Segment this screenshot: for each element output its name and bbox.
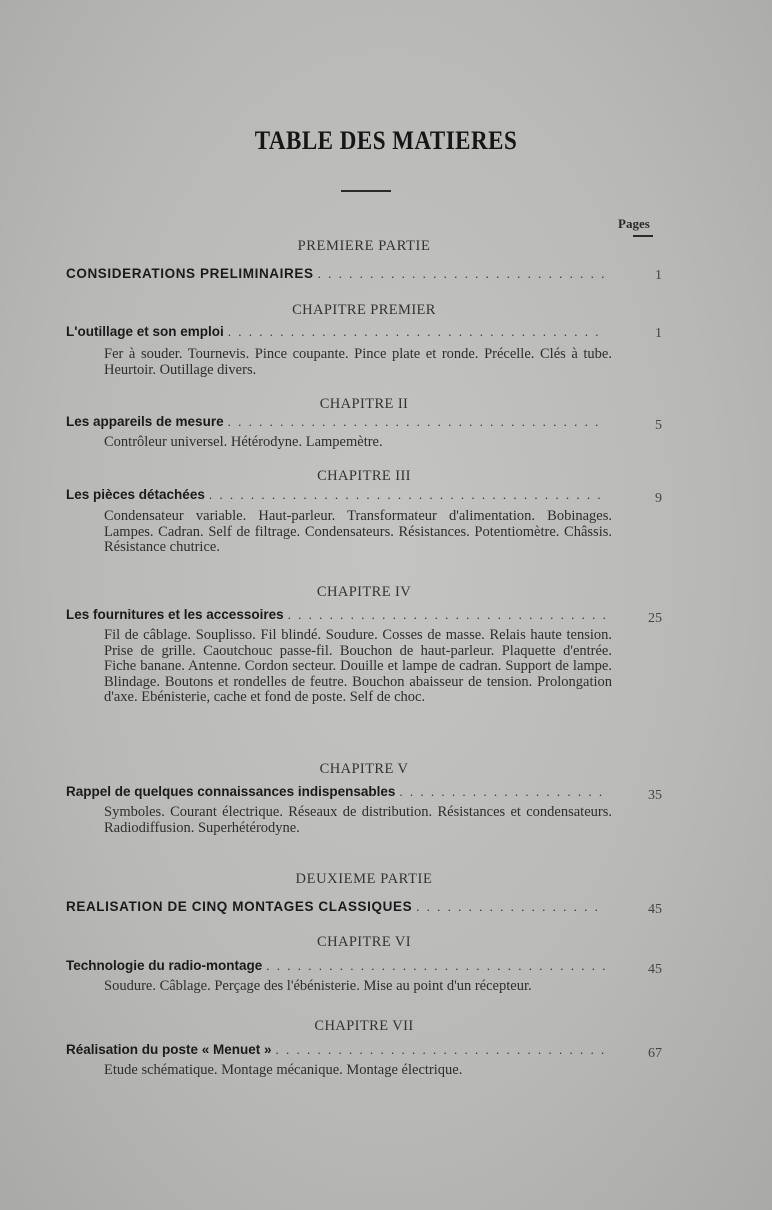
- toc-entry-label: Les pièces détachées: [66, 487, 205, 502]
- toc-entry-label: REALISATION DE CINQ MONTAGES CLASSIQUES: [66, 899, 413, 914]
- toc-entry-label: Les appareils de mesure: [66, 414, 224, 429]
- chapter-heading: CHAPITRE III: [317, 468, 411, 484]
- page-number: 1: [655, 268, 662, 283]
- title-divider: [341, 190, 391, 192]
- chapter-heading: CHAPITRE VII: [314, 1018, 414, 1034]
- dot-leader: [228, 324, 606, 340]
- dot-leader: [228, 414, 606, 430]
- dot-leader: [266, 958, 606, 974]
- chapter-description: Fil de câblage. Souplisso. Fil blindé. Soudure. Cosses de masse. Relais haute tension. Prise de grille. Caoutchouc passe-fil. Bouchon de haut-parleur. Plaquette d'entrée. Fiche banane. Antenne. Cordon secteur. Douille et lampe de cadran. Support de lampe. Blindage. Boutons et rondelles de feutre. Bouchon abaisseur de tension. Prolongation d'axe. Ebénisterie, cache et fond de poste. Self de choc.: [104, 627, 612, 705]
- toc-entry-part-1: [66, 266, 606, 286]
- chapter-heading: CHAPITRE IV: [316, 584, 412, 600]
- toc-entry-chapter-1: [66, 324, 606, 344]
- page-number: 5: [655, 418, 662, 433]
- chapter-description: Condensateur variable. Haut-parleur. Transformateur d'alimentation. Bobinages. Lampes. Cadran. Self de filtrage. Condensateurs. Résistances. Potentiomètre. Châssis. Résistance chutrice.: [104, 508, 612, 555]
- toc-entry-label: Rappel de quelques connaissances indispensables: [66, 784, 396, 799]
- toc-entry-label: Réalisation du poste « Menuet »: [66, 1042, 272, 1057]
- chapter-description: Contrôleur universel. Hétérodyne. Lampemètre.: [104, 434, 383, 450]
- part-heading-2: DEUXIEME PARTIE: [295, 871, 433, 887]
- chapter-heading: CHAPITRE VI: [317, 934, 411, 950]
- chapter-heading: CHAPITRE II: [319, 396, 409, 412]
- toc-entry-chapter-7: [66, 1042, 606, 1062]
- pages-column-divider: [633, 235, 653, 237]
- page-number: 9: [655, 491, 662, 506]
- page-number: 45: [648, 962, 662, 977]
- dot-leader: [399, 784, 606, 800]
- dot-leader: [209, 487, 606, 503]
- pages-column-label: Pages: [618, 216, 650, 231]
- toc-entry-chapter-6: [66, 958, 606, 978]
- page-number: 25: [648, 611, 662, 626]
- page-number: 45: [648, 902, 662, 917]
- chapter-description: Symboles. Courant électrique. Réseaux de distribution. Résistances et condensateurs. Radiodiffusion. Superhétérodyne.: [104, 804, 612, 836]
- toc-entry-part-2: [66, 899, 606, 919]
- page-number: 67: [648, 1046, 662, 1061]
- dot-leader: [276, 1042, 606, 1058]
- toc-entry-chapter-2: [66, 414, 606, 434]
- toc-entry-label: Technologie du radio-montage: [66, 958, 263, 973]
- toc-entry-chapter-5: [66, 784, 606, 804]
- toc-entry-label: CONSIDERATIONS PRELIMINAIRES: [66, 266, 314, 281]
- part-heading-1: PREMIERE PARTIE: [297, 238, 431, 254]
- dot-leader: [288, 607, 606, 623]
- chapter-heading: CHAPITRE PREMIER: [292, 302, 436, 318]
- chapter-heading: CHAPITRE V: [319, 761, 409, 777]
- chapter-description: Fer à souder. Tournevis. Pince coupante. Pince plate et ronde. Précelle. Clés à tube. Heurtoir. Outillage divers.: [104, 346, 612, 378]
- toc-entry-chapter-3: [66, 487, 606, 507]
- page-number: 35: [648, 788, 662, 803]
- dot-leader: [416, 899, 606, 915]
- toc-entry-label: Les fournitures et les accessoires: [66, 607, 284, 622]
- page-number: 1: [655, 326, 662, 341]
- page-title: TABLE DES MATIERES: [254, 126, 518, 155]
- toc-entry-chapter-4: [66, 607, 606, 627]
- dot-leader: [318, 266, 606, 282]
- chapter-description: Etude schématique. Montage mécanique. Montage électrique.: [104, 1062, 463, 1078]
- toc-entry-label: L'outillage et son emploi: [66, 324, 224, 339]
- chapter-description: Soudure. Câblage. Perçage des l'ébénisterie. Mise au point d'un récepteur.: [104, 978, 532, 994]
